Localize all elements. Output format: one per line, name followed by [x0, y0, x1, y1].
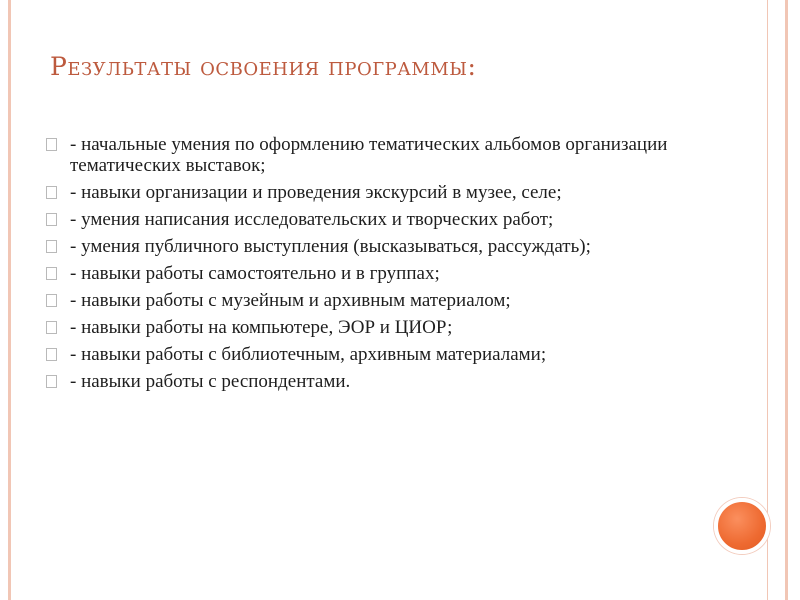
- bullet-icon: [46, 240, 57, 253]
- list-item: [44, 263, 684, 284]
- bullet-icon: [46, 375, 57, 388]
- list-item-text: - навыки работы с музейным и архивным материалом;: [70, 290, 511, 311]
- bullet-icon: [46, 186, 57, 199]
- list-item: [44, 209, 684, 230]
- list-item: [44, 182, 684, 203]
- bullet-icon: [46, 348, 57, 361]
- bullet-icon: [46, 138, 57, 151]
- bullet-list: [44, 134, 684, 398]
- list-item-text: - навыки работы с респондентами.: [70, 371, 351, 392]
- list-item: [44, 290, 684, 311]
- bullet-icon: [46, 267, 57, 280]
- list-item: [44, 344, 684, 365]
- side-stripe: [767, 0, 791, 600]
- slide-title: Результаты освоения программы:: [50, 52, 477, 81]
- bullet-icon: [46, 321, 57, 334]
- decorative-circle: [714, 498, 770, 554]
- list-item-text: - навыки работы самостоятельно и в группах;: [70, 263, 440, 284]
- bullet-icon: [46, 213, 57, 226]
- list-item-text: - умения публичного выступления (высказываться, рассуждать);: [70, 236, 591, 257]
- list-item-text: - начальные умения по оформлению тематических альбомов организации тематических выставок;: [70, 134, 668, 176]
- list-item-text: - навыки работы на компьютере, ЭОР и ЦИОР;: [70, 317, 453, 338]
- list-item: [44, 134, 684, 176]
- list-item: [44, 371, 684, 392]
- list-item: [44, 236, 684, 257]
- list-item-text: - навыки организации и проведения экскурсий в музее, селе;: [70, 182, 562, 203]
- list-item: [44, 317, 684, 338]
- bullet-icon: [46, 294, 57, 307]
- list-item-text: - навыки работы с библиотечным, архивным материалами;: [70, 344, 547, 365]
- list-item-text: - умения написания исследовательских и творческих работ;: [70, 209, 554, 230]
